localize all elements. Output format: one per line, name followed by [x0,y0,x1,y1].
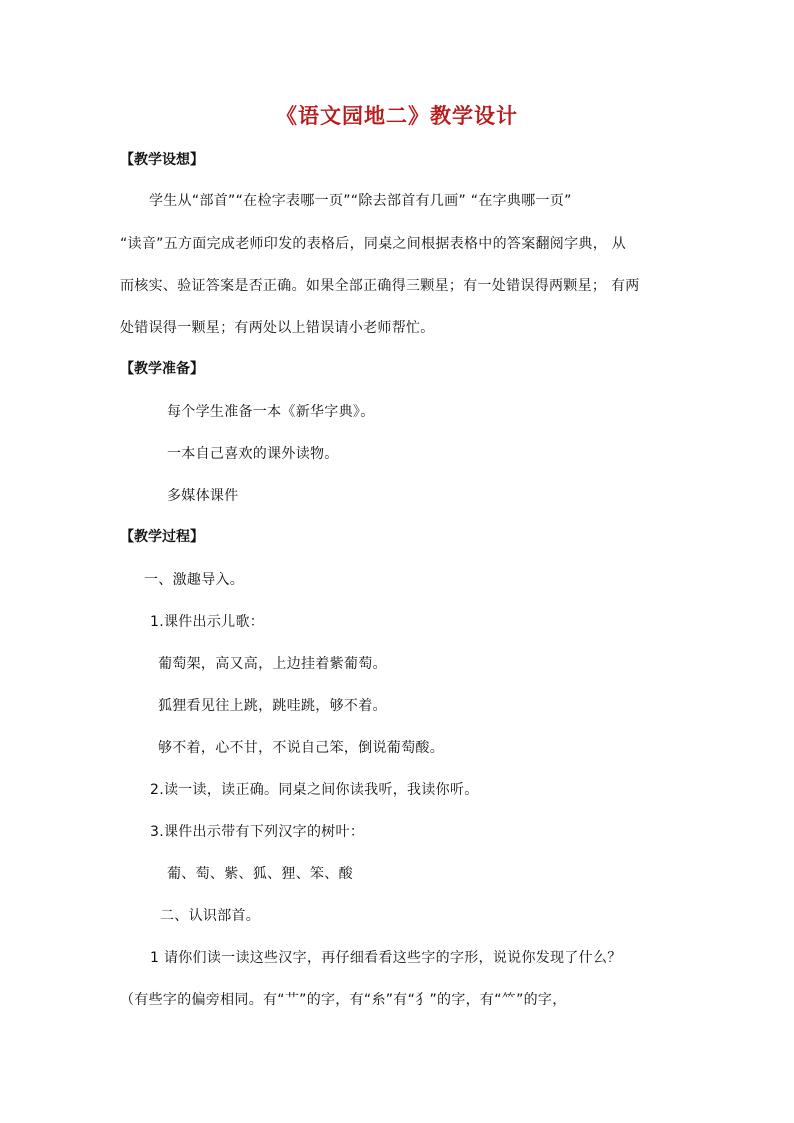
idea-line-1: 学生从“部首”“在检字表哪一页”“除去部首有几画” “在字典哪一页” [149,193,572,209]
process-line-3: 葡萄架，高又高，上边挂着紫葡萄。 [158,656,387,672]
prep-line-1: 每个学生准备一本《新华字典》。 [167,404,375,420]
idea-line-2: “读音”五方面完成老师印发的表格后，同桌之间根据表格中的答案翻阅字典， 从 [120,236,627,252]
prep-line-3: 多媒体课件 [167,488,239,504]
document-title: 《语文园地二》教学设计 [276,103,518,128]
process-line-6: 2.读一读，读正确。同桌之间你读我听，我读你听。 [150,782,479,798]
process-line-11: （有些字的偏旁相同。有“艹”的字，有“糸”有“犭”的字，有“⺮”的字， [120,992,567,1008]
process-line-4: 狐狸看见往上跳，跳哇跳，够不着。 [158,698,387,714]
prep-line-2: 一本自己喜欢的课外读物。 [167,446,339,462]
process-line-5: 够不着，心不甘，不说自己笨，倒说葡萄酸。 [158,740,444,756]
process-line-8: 葡、萄、紫、狐、狸、笨、酸 [167,866,353,882]
section-heading-prep: 【教学准备】 [120,361,204,377]
process-line-1: 一、激趣导入。 [144,572,245,588]
section-heading-idea: 【教学设想】 [120,152,204,168]
idea-line-3: 而核实、验证答案是否正确。如果全部正确得三颗星；有一处错误得两颗星； 有两 [120,278,640,294]
process-line-9: 二、认识部首。 [160,908,261,924]
process-line-10: 1 请你们读一读这些汉字，再仔细看看这些字的字形，说说你发现了什么？ [150,950,622,966]
section-heading-process: 【教学过程】 [120,529,204,545]
idea-line-4: 处错误得一颗星；有两处以上错误请小老师帮忙。 [120,320,435,336]
process-line-2: 1.课件出示儿歌： [150,614,265,630]
process-line-7: 3.课件出示带有下列汉字的树叶： [150,824,365,840]
